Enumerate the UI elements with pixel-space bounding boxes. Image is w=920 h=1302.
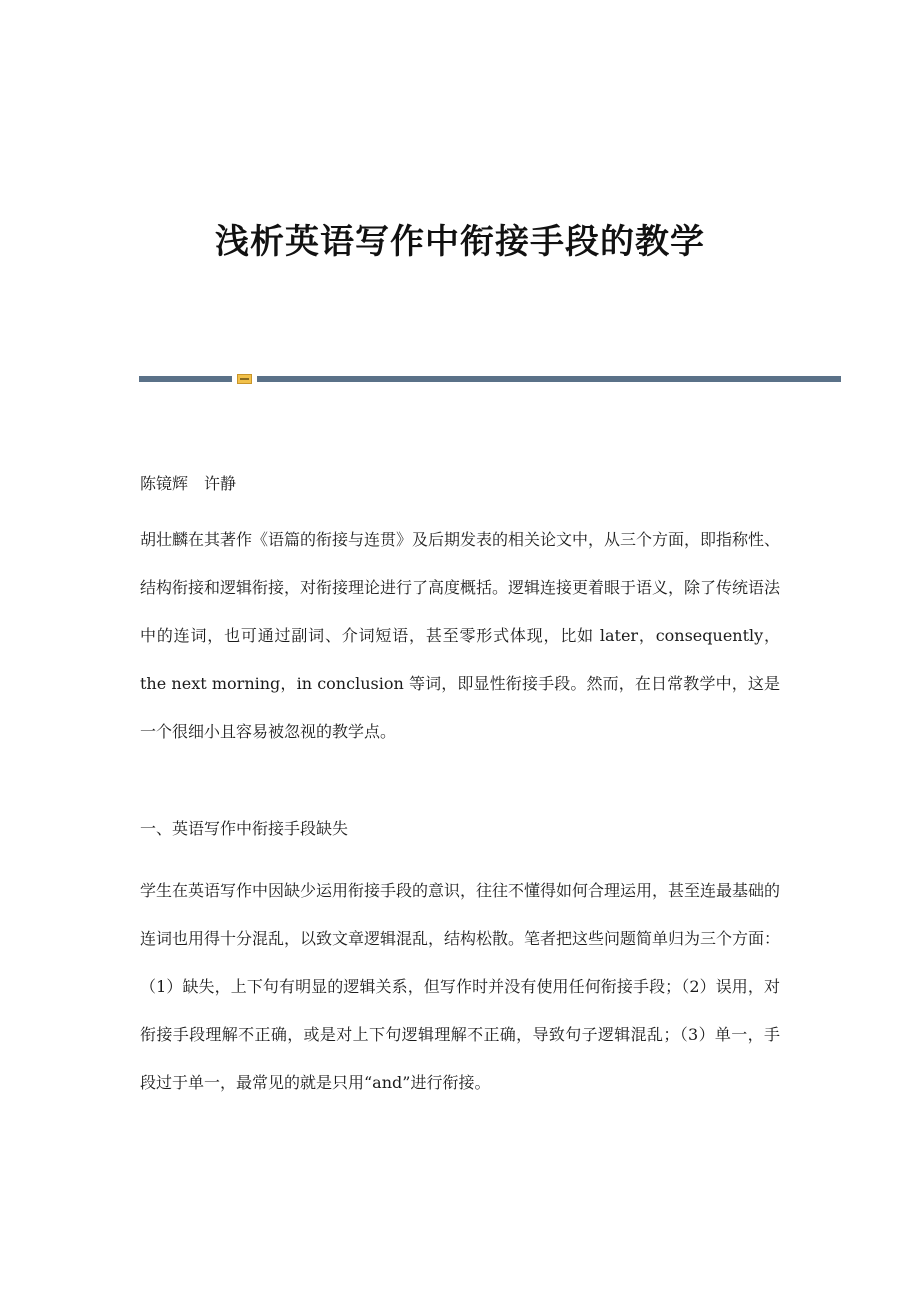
divider-bar-right [257,376,841,382]
body-paragraph-1: 胡壮麟在其著作《语篇的衔接与连贯》及后期发表的相关论文中，从三个方面，即指称性、结构衔接和逻辑衔接，对衔接理论进行了高度概括。逻辑连接更着眼于语义，除了传统语法中的连词，也可通过副词、介词短语，甚至零形式体现，比如 later，consequently，the next morning，in conclusion 等词，即显性衔接手段。然而，在日常教学中，这是一个很细小且容易被忽视的教学点。 [140,530,781,741]
divider-bar-left [139,376,232,382]
section-heading-1: 一、英语写作中衔接手段缺失 [140,819,349,838]
divider-emblem-icon [237,374,252,384]
body-paragraph-2: 学生在英语写作中因缺少运用衔接手段的意识，往往不懂得如何合理运用，甚至连最基础的连词也用得十分混乱，以致文章逻辑混乱，结构松散。笔者把这些问题简单归为三个方面：（1）缺失，上下句有明显的逻辑关系，但写作时并没有使用任何衔接手段；（2）误用，对衔接手段理解不正确，或是对上下句逻辑理解不正确，导致句子逻辑混乱；（3）单一，手段过于单一，最常见的就是只用“and”进行衔接。 [140,881,781,1092]
author-line: 陈镜辉 许静 [140,474,237,493]
document-title: 浅析英语写作中衔接手段的教学 [215,222,705,262]
title-divider [139,374,841,384]
